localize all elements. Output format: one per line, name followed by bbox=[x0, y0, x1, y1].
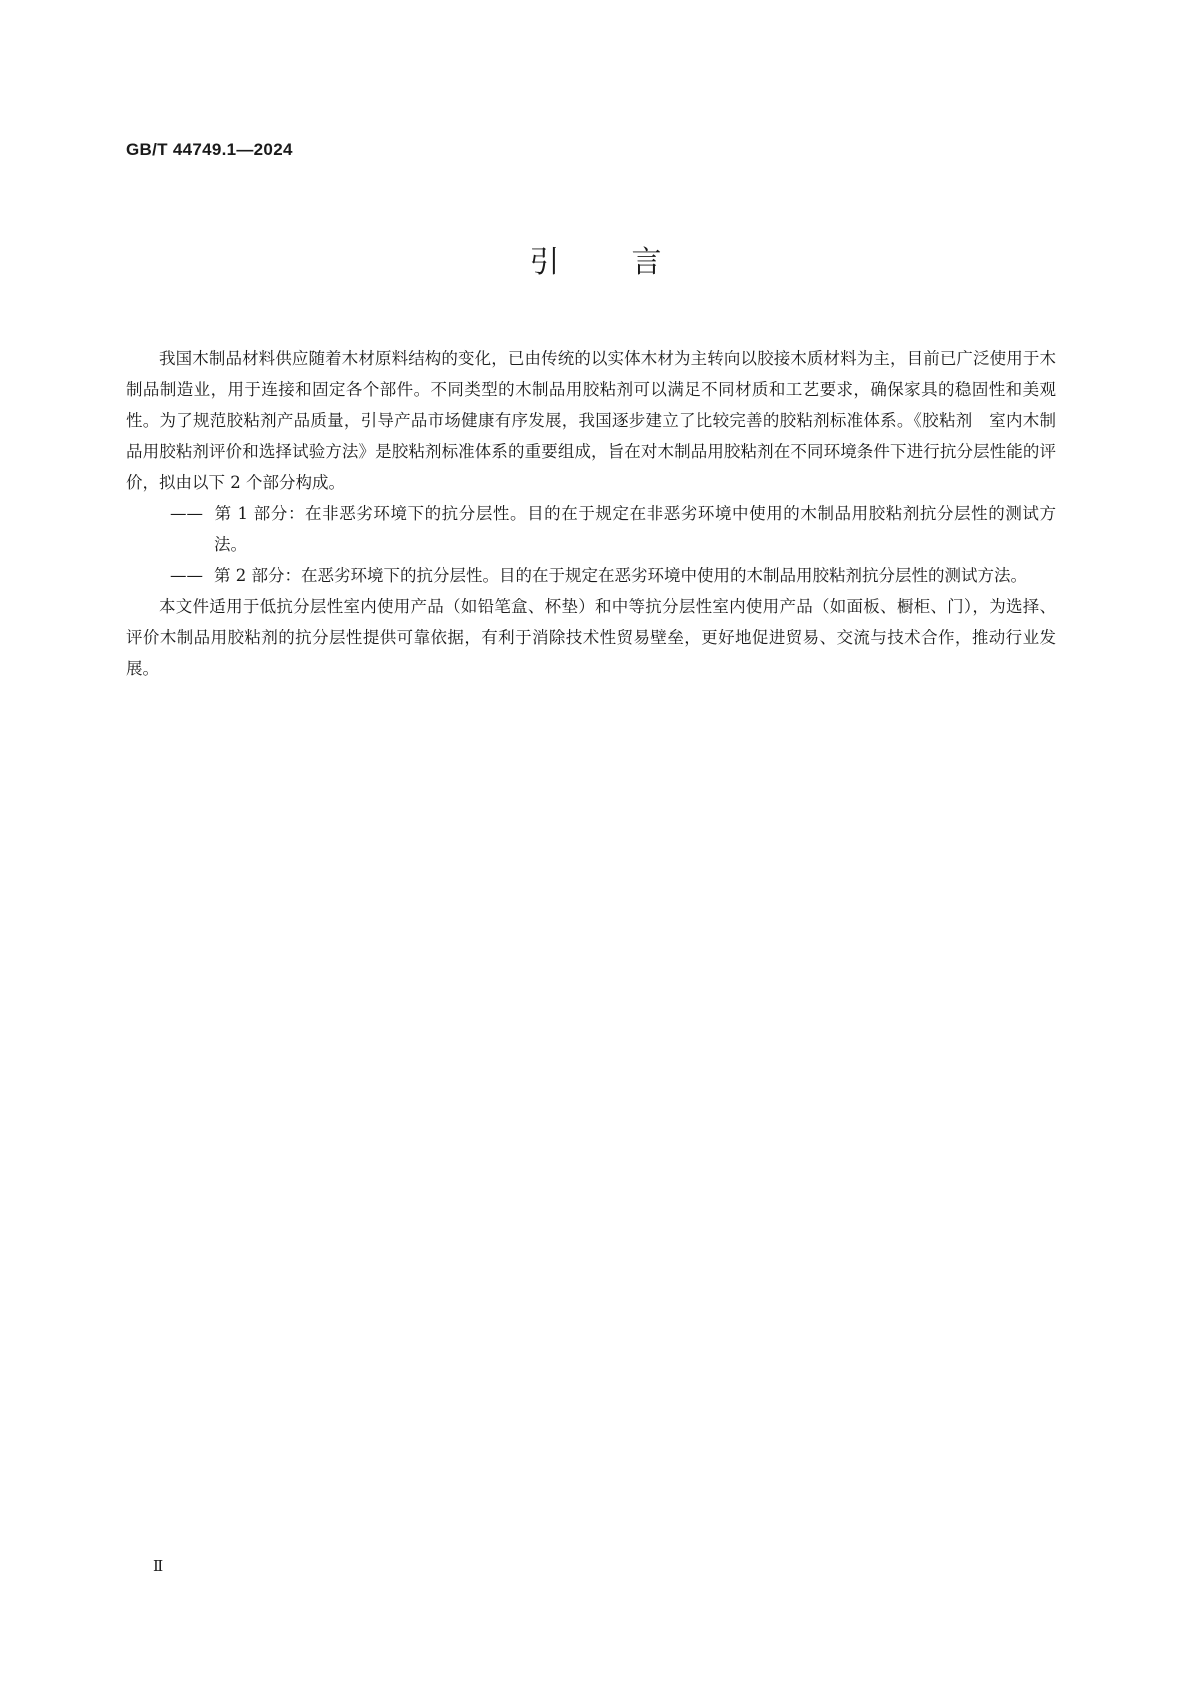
title-char-2: 言 bbox=[631, 245, 662, 280]
section-title bbox=[0, 245, 1191, 281]
dash-marker: —— bbox=[170, 566, 203, 585]
dash-marker: —— bbox=[170, 504, 203, 523]
page-number: Ⅱ bbox=[153, 1557, 164, 1575]
intro-paragraph-2: 本文件适用于低抗分层性室内使用产品（如铅笔盒、杯垫）和中等抗分层性室内使用产品（如面板、橱柜、门），为选择、评价木制品用胶粘剂的抗分层性提供可靠依据，有利于消除技术性贸易壁垒，更好地促进贸易、交流与技术合作，推动行业发展。 bbox=[126, 597, 1056, 678]
title-char-1: 引 bbox=[529, 245, 560, 280]
introduction-body bbox=[126, 343, 1056, 684]
list-item-text: 第 1 部分：在非恶劣环境下的抗分层性。目的在于规定在非恶劣环境中使用的木制品用胶粘剂抗分层性的测试方法。 bbox=[214, 504, 1056, 554]
intro-paragraph-1: 我国木制品材料供应随着木材原料结构的变化，已由传统的以实体木材为主转向以胶接木质材料为主，目前已广泛使用于木制品制造业，用于连接和固定各个部件。不同类型的木制品用胶粘剂可以满足不同材质和工艺要求，确保家具的稳固性和美观性。为了规范胶粘剂产品质量，引导产品市场健康有序发展，我国逐步建立了比较完善的胶粘剂标准体系。《胶粘剂 室内木制品用胶粘剂评价和选择试验方法》是胶粘剂标准体系的重要组成，旨在对木制品用胶粘剂在不同环境条件下进行抗分层性能的评价，拟由以下 2 个部分构成。 bbox=[126, 349, 1056, 492]
document-code: GB/T 44749.1—2024 bbox=[126, 140, 293, 159]
list-item-part-2 bbox=[126, 560, 1056, 591]
list-item-text: 第 2 部分：在恶劣环境下的抗分层性。目的在于规定在恶劣环境中使用的木制品用胶粘剂抗分层性的测试方法。 bbox=[214, 566, 1027, 585]
list-item-part-1 bbox=[126, 498, 1056, 560]
